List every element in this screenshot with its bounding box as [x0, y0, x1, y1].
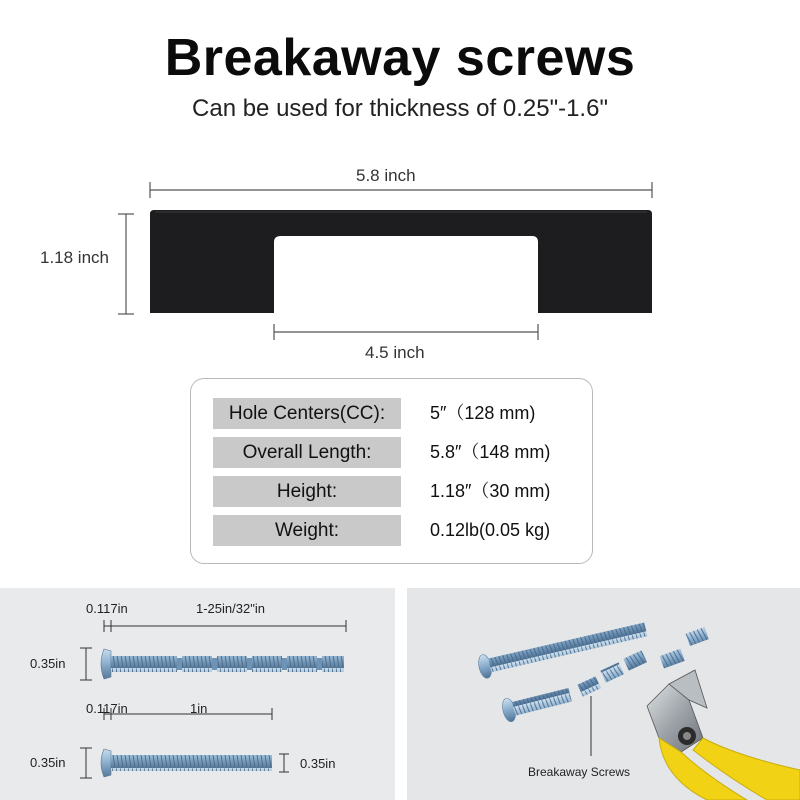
- screw-dimension-panel: [0, 588, 395, 800]
- long-screw: [101, 649, 344, 679]
- spec-label-hole-centers: Hole Centers(CC):: [213, 398, 401, 429]
- spec-value-height: 1.18″（30 mm): [430, 481, 551, 501]
- short-screw-diameter-label: 0.35in: [30, 755, 66, 770]
- short-screw-head-length-label: 0.117in: [86, 701, 128, 716]
- spec-value-weight: 0.12lb(0.05 kg): [430, 520, 551, 540]
- opening-length-dimension-line: [274, 324, 538, 340]
- spec-value-overall-length: 5.8″（148 mm): [430, 442, 551, 462]
- height-dimension-line: [118, 214, 134, 314]
- page-title: Breakaway screws: [164, 29, 636, 87]
- short-screw-shaft-length-label: 1in: [190, 701, 208, 716]
- page-subtitle: Can be used for thickness of 0.25"-1.6": [192, 95, 608, 122]
- long-screw-shaft-length-label: 1-25in/32"in: [196, 601, 265, 616]
- photo-caption: Breakaway Screws: [528, 765, 631, 779]
- short-screw-thread-diameter-label: 0.35in: [300, 756, 336, 771]
- pliers-icon: [647, 670, 800, 800]
- spec-label-overall-length: Overall Length:: [213, 437, 401, 468]
- long-screw-diameter-label: 0.35in: [30, 656, 66, 671]
- spec-label-weight: Weight:: [213, 515, 401, 546]
- spec-value-hole-centers: 5″（128 mm): [430, 403, 536, 423]
- overall-length-label: 5.8 inch: [356, 166, 416, 185]
- long-screw-head-length-label: 0.117in: [86, 601, 128, 616]
- spec-label-height: Height:: [213, 476, 401, 507]
- height-label: 1.18 inch: [40, 248, 109, 267]
- opening-length-label: 4.5 inch: [365, 343, 425, 362]
- short-screw: [101, 749, 272, 777]
- photo-long-screw: [477, 618, 649, 680]
- breakaway-screws-photo: [407, 588, 800, 800]
- cabinet-handle-body: [150, 210, 652, 313]
- photo-short-screw: [500, 683, 573, 723]
